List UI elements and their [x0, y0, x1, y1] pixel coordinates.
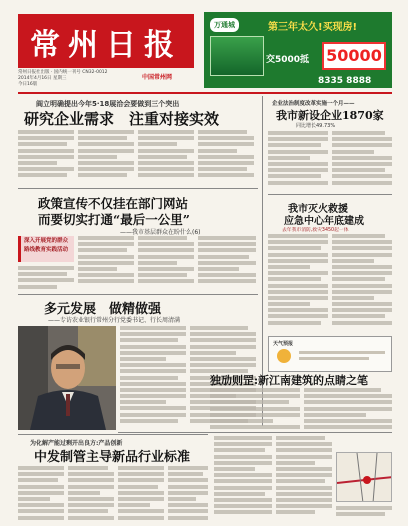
ad-phone: 8335 8888 — [318, 76, 372, 86]
policy-headline-line2: 而要切实打通“最后一公里” — [38, 212, 190, 227]
fire-headline-line1: 我市灭火救援 — [288, 204, 348, 215]
lead-kicker: 阎立明确提出今年5·18展洽会要做到三个突出 — [36, 100, 180, 108]
arch-map-caption — [336, 506, 392, 522]
policy-headline-line1: 政策宣传不仅挂在部门网站 — [38, 196, 189, 211]
ad-headline: 第三年太久!买现房! — [268, 22, 358, 33]
masthead-title: 常州日报 — [30, 28, 182, 63]
lead-body-col-1 — [18, 130, 74, 182]
masthead-stamp: 中国常州网 — [142, 74, 173, 81]
arch-body-col-4 — [276, 436, 332, 522]
ad-big-number: 50000 — [322, 42, 386, 70]
bank-photo — [18, 326, 116, 430]
arch-headline: 独劢则罡:新江南建筑的点睛之笔 — [210, 374, 369, 387]
policy-body-col-3 — [138, 236, 194, 290]
right-top-headline: 我市新设企业1870家 — [276, 109, 384, 122]
lead-headline: 研究企业需求 注重对接实效 — [24, 110, 220, 128]
masthead-info — [18, 70, 194, 88]
fire-body-col-1 — [268, 234, 328, 332]
ad-product-image — [210, 36, 264, 76]
campaign-box-line2: 路线教育实践活动 — [24, 247, 69, 253]
fire-body-col-2 — [332, 234, 392, 332]
lead-body-col-2 — [78, 130, 134, 182]
right-top-sub: 同比增长49.73% — [296, 123, 336, 129]
campaign-box-line1: 深入开展党的群众 — [24, 238, 69, 244]
arch-map-image — [336, 452, 392, 502]
lead-body-col-4 — [198, 130, 254, 182]
right-top-body-col-2 — [332, 131, 392, 191]
arch-body-col-3 — [214, 436, 272, 522]
masthead-info-line1: 常州日报社出版 · 国内统一刊号 CN32-0012 — [18, 70, 108, 75]
arch-body-col-1 — [210, 388, 300, 430]
masthead-info-line2: 2014年4月16日 星期三 — [18, 76, 67, 81]
right-section-divider — [268, 194, 392, 195]
bottom-body-col-3 — [118, 466, 164, 522]
fire-sub: 去年我市消防,救灾3450起一体 — [282, 228, 349, 233]
policy-body-col-1 — [18, 266, 74, 290]
ad-swap-text: 交5000抵 — [266, 55, 310, 65]
lead-section-divider — [18, 188, 258, 189]
masthead-info-line3: 今日16版 — [18, 82, 38, 87]
right-top-body-col-1 — [268, 131, 328, 191]
person-silhouette-image — [18, 326, 116, 430]
arch-body-col-2 — [304, 388, 392, 430]
weather-box — [268, 336, 392, 372]
bottom-body-col-1 — [18, 466, 64, 522]
lead-body-col-3 — [138, 130, 194, 182]
map-diagram-image — [337, 453, 392, 502]
policy-body-col-4 — [198, 236, 256, 290]
bottom-headline: 中发制管主导新品行业标准 — [34, 450, 191, 465]
campaign-box — [18, 236, 74, 262]
bottom-body-col-4 — [168, 466, 208, 522]
bank-sub: ——专访农业银行常州分行党委书记、行长周清满 — [48, 317, 181, 324]
right-top-kicker: 企业法治制度改革实施一个月—— — [272, 101, 355, 107]
bank-headline: 多元发展 做精做强 — [44, 302, 162, 317]
policy-body-col-2 — [78, 236, 134, 290]
bottom-body-col-2 — [68, 466, 114, 522]
bottom-kicker: 为化解产能过剩开出良方:产品创新 — [30, 440, 123, 447]
sun-icon — [277, 349, 291, 363]
bank-body-col-1 — [120, 326, 186, 430]
ad-logo: 万通城 — [210, 18, 239, 32]
bank-section-divider — [18, 294, 258, 295]
weather-label: 天气预报 — [273, 341, 294, 347]
masthead — [18, 14, 194, 68]
arch-section-divider — [118, 432, 392, 433]
bottom-section-divider — [18, 434, 208, 435]
advertisement[interactable] — [204, 12, 392, 88]
fire-headline-line2: 应急中心年底建成 — [284, 216, 364, 227]
masthead-divider — [18, 92, 392, 94]
policy-sub: ——我市基层群众在盼什么(6) — [120, 229, 201, 236]
